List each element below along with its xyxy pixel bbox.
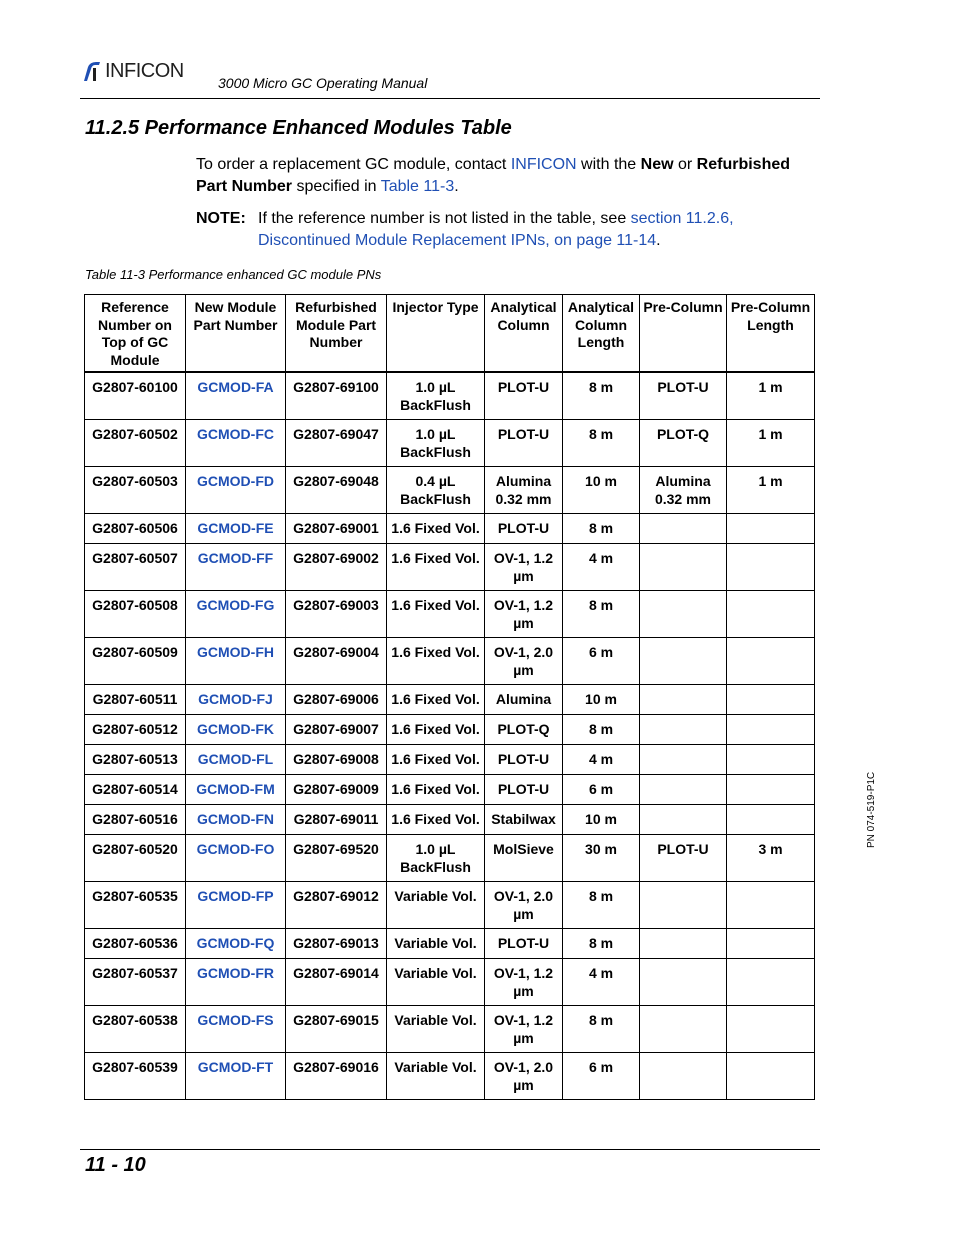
- intro-text: or: [673, 156, 697, 173]
- table-cell: 1.6 Fixed Vol.: [387, 715, 485, 745]
- table-cell: 1.0 µL BackFlush: [387, 835, 485, 882]
- table-cell: 4 m: [563, 544, 640, 591]
- table-row: [85, 638, 815, 685]
- table-cell: G2807-60537: [85, 959, 186, 1006]
- table-row: [85, 929, 815, 959]
- table-cell: G2807-69520: [286, 835, 387, 882]
- table-cell: G2807-60538: [85, 1006, 186, 1053]
- table-cell: G2807-69002: [286, 544, 387, 591]
- table-cell: 30 m: [563, 835, 640, 882]
- table-cell: G2807-60507: [85, 544, 186, 591]
- table-cell: 10 m: [563, 467, 640, 514]
- table-cell: 8 m: [563, 715, 640, 745]
- table-cell: G2807-60539: [85, 1053, 186, 1100]
- note-text: .: [656, 232, 661, 249]
- new-part-number-link[interactable]: GCMOD-FG: [186, 591, 286, 638]
- table-cell: 10 m: [563, 805, 640, 835]
- table-cell: Stabilwax: [485, 805, 563, 835]
- table-cell: Alumina 0.32 mm: [485, 467, 563, 514]
- table-cell: [640, 685, 727, 715]
- table-cell: 1.6 Fixed Vol.: [387, 514, 485, 544]
- part-number: PN 074-519-P1C: [866, 771, 877, 848]
- table-row: [85, 745, 815, 775]
- table-cell: 1.0 µL BackFlush: [387, 420, 485, 467]
- manual-title: 3000 Micro GC Operating Manual: [218, 75, 428, 91]
- table-cell: OV-1, 2.0 µm: [485, 638, 563, 685]
- intro-text: .: [454, 178, 459, 195]
- table-cell: G2807-69004: [286, 638, 387, 685]
- table-cell: [727, 544, 815, 591]
- table-cell: G2807-69047: [286, 420, 387, 467]
- new-part-number-link[interactable]: GCMOD-FE: [186, 514, 286, 544]
- table-cell: 4 m: [563, 959, 640, 1006]
- table-cell: 1.6 Fixed Vol.: [387, 805, 485, 835]
- new-part-number-link[interactable]: GCMOD-FA: [186, 372, 286, 420]
- table-cell: Variable Vol.: [387, 1053, 485, 1100]
- table-cell: Alumina: [485, 685, 563, 715]
- table-cell: 1.6 Fixed Vol.: [387, 591, 485, 638]
- table-cell: [727, 715, 815, 745]
- table-cell: G2807-60536: [85, 929, 186, 959]
- new-part-number-link[interactable]: GCMOD-FO: [186, 835, 286, 882]
- new-part-number-link[interactable]: GCMOD-FN: [186, 805, 286, 835]
- table-row: [85, 544, 815, 591]
- table-cell: [727, 959, 815, 1006]
- table-cell: [640, 638, 727, 685]
- table-cell: [640, 715, 727, 745]
- page-number: 11 - 10: [85, 1154, 146, 1176]
- intro-bold-new: New: [640, 156, 674, 173]
- table-cell: [640, 929, 727, 959]
- table-cell: PLOT-U: [485, 929, 563, 959]
- table-cell: PLOT-U: [485, 372, 563, 420]
- table-cell: OV-1, 1.2 µm: [485, 544, 563, 591]
- table-row: [85, 1006, 815, 1053]
- table-cell: G2807-69012: [286, 882, 387, 929]
- table-cell: [640, 745, 727, 775]
- table-cell: G2807-69048: [286, 467, 387, 514]
- table-cell: [640, 1006, 727, 1053]
- table-cell: [727, 591, 815, 638]
- new-part-number-link[interactable]: GCMOD-FM: [186, 775, 286, 805]
- new-part-number-link[interactable]: GCMOD-FH: [186, 638, 286, 685]
- table-cell: OV-1, 1.2 µm: [485, 1006, 563, 1053]
- table-cell: [640, 959, 727, 1006]
- new-part-number-link[interactable]: GCMOD-FT: [186, 1053, 286, 1100]
- table-cell: PLOT-U: [485, 514, 563, 544]
- table-cell: 8 m: [563, 372, 640, 420]
- intro-bold-refurbished: Refurbished Part Number: [196, 156, 791, 195]
- table-cell: 8 m: [563, 882, 640, 929]
- new-part-number-link[interactable]: GCMOD-FQ: [186, 929, 286, 959]
- intro-text: To order a replacement GC module, contact: [196, 156, 511, 173]
- column-header: Pre-Column: [640, 295, 727, 373]
- table-cell: 6 m: [563, 638, 640, 685]
- table-cell: G2807-69006: [286, 685, 387, 715]
- table-cell: PLOT-U: [485, 420, 563, 467]
- table-cell: G2807-60512: [85, 715, 186, 745]
- new-part-number-link[interactable]: GCMOD-FL: [186, 745, 286, 775]
- table-cell: Variable Vol.: [387, 959, 485, 1006]
- table-cell: 0.4 µL BackFlush: [387, 467, 485, 514]
- table-row: [85, 685, 815, 715]
- modules-table: [84, 294, 815, 1100]
- table-cell: 1.6 Fixed Vol.: [387, 775, 485, 805]
- table-cell: [727, 685, 815, 715]
- table-cell: [640, 775, 727, 805]
- table-cell: 1.6 Fixed Vol.: [387, 685, 485, 715]
- table-cell: G2807-60514: [85, 775, 186, 805]
- table-cell: 4 m: [563, 745, 640, 775]
- table-cell: G2807-69100: [286, 372, 387, 420]
- table-cell: Variable Vol.: [387, 929, 485, 959]
- table-cell: G2807-60502: [85, 420, 186, 467]
- table-cell: G2807-69009: [286, 775, 387, 805]
- footer-rule: [80, 1149, 820, 1150]
- table-cell: PLOT-U: [485, 775, 563, 805]
- table-cell: 8 m: [563, 1006, 640, 1053]
- table-row: [85, 420, 815, 467]
- intro-text: with the: [576, 156, 641, 173]
- table-cell: Alumina 0.32 mm: [640, 467, 727, 514]
- table-row: [85, 805, 815, 835]
- new-part-number-link[interactable]: GCMOD-FC: [186, 420, 286, 467]
- brand-name: INFICON: [105, 60, 184, 82]
- table-cell: G2807-60100: [85, 372, 186, 420]
- table-cell: G2807-69007: [286, 715, 387, 745]
- table-cell: [727, 775, 815, 805]
- table-row: [85, 835, 815, 882]
- table-cell: G2807-60511: [85, 685, 186, 715]
- table-header-row: [85, 295, 815, 373]
- table-row: [85, 591, 815, 638]
- note-text: If the reference number is not listed in the table, see: [258, 210, 631, 227]
- table-cell: 8 m: [563, 514, 640, 544]
- table-cell: PLOT-Q: [640, 420, 727, 467]
- table-cell: 1.6 Fixed Vol.: [387, 638, 485, 685]
- table-cell: PLOT-U: [485, 745, 563, 775]
- new-part-number-link[interactable]: GCMOD-FD: [186, 467, 286, 514]
- table-row: [85, 514, 815, 544]
- header-rule: [80, 98, 820, 99]
- inficon-link[interactable]: INFICON: [510, 156, 577, 173]
- table-cell: [727, 745, 815, 775]
- table-link[interactable]: Table 11-3: [380, 178, 455, 195]
- table-cell: 1.0 µL BackFlush: [387, 372, 485, 420]
- table-cell: Variable Vol.: [387, 882, 485, 929]
- table-cell: G2807-60513: [85, 745, 186, 775]
- new-part-number-link[interactable]: GCMOD-FP: [186, 882, 286, 929]
- table-cell: 1.6 Fixed Vol.: [387, 544, 485, 591]
- table-cell: 8 m: [563, 420, 640, 467]
- note-body: [258, 208, 806, 252]
- table-cell: PLOT-Q: [485, 715, 563, 745]
- table-row: [85, 372, 815, 420]
- table-cell: G2807-60509: [85, 638, 186, 685]
- table-cell: [727, 929, 815, 959]
- table-cell: OV-1, 2.0 µm: [485, 882, 563, 929]
- section-title: 11.2.5 Performance Enhanced Modules Table: [85, 117, 512, 139]
- table-row: [85, 715, 815, 745]
- table-cell: 10 m: [563, 685, 640, 715]
- intro-text: specified in: [292, 178, 381, 195]
- table-cell: 1 m: [727, 372, 815, 420]
- table-cell: G2807-69015: [286, 1006, 387, 1053]
- table-cell: [640, 544, 727, 591]
- new-part-number-link[interactable]: GCMOD-FK: [186, 715, 286, 745]
- new-part-number-link[interactable]: GCMOD-FR: [186, 959, 286, 1006]
- table-cell: [640, 1053, 727, 1100]
- table-cell: [727, 882, 815, 929]
- table-cell: MolSieve: [485, 835, 563, 882]
- table-cell: [640, 805, 727, 835]
- new-part-number-link[interactable]: GCMOD-FS: [186, 1006, 286, 1053]
- table-cell: G2807-69011: [286, 805, 387, 835]
- table-cell: PLOT-U: [640, 835, 727, 882]
- table-row: [85, 775, 815, 805]
- column-header: Injector Type: [387, 295, 485, 373]
- table-cell: 1.6 Fixed Vol.: [387, 745, 485, 775]
- intro-paragraph: [196, 154, 796, 198]
- table-cell: G2807-60520: [85, 835, 186, 882]
- table-cell: G2807-69016: [286, 1053, 387, 1100]
- table-caption: Table 11-3 Performance enhanced GC module PNs: [85, 267, 382, 282]
- table-cell: G2807-69003: [286, 591, 387, 638]
- table-cell: 1 m: [727, 420, 815, 467]
- column-header: Pre-Column Length: [727, 295, 815, 373]
- table-cell: G2807-69008: [286, 745, 387, 775]
- column-header: Analytical Column: [485, 295, 563, 373]
- table-cell: G2807-60506: [85, 514, 186, 544]
- note-label: NOTE:: [196, 210, 246, 227]
- table-row: [85, 1053, 815, 1100]
- table-cell: G2807-69013: [286, 929, 387, 959]
- table-cell: 1 m: [727, 467, 815, 514]
- table-cell: G2807-60503: [85, 467, 186, 514]
- table-cell: G2807-69001: [286, 514, 387, 544]
- table-cell: [640, 591, 727, 638]
- table-row: [85, 882, 815, 929]
- table-cell: OV-1, 1.2 µm: [485, 959, 563, 1006]
- new-part-number-link[interactable]: GCMOD-FJ: [186, 685, 286, 715]
- table-cell: [727, 1006, 815, 1053]
- table-cell: OV-1, 2.0 µm: [485, 1053, 563, 1100]
- inficon-logo: [82, 60, 184, 83]
- section-link[interactable]: section 11.2.6, Discontinued Module Replacement IPNs, on page 11-14: [258, 210, 734, 249]
- inficon-logo-icon: [82, 61, 102, 83]
- table-cell: [727, 514, 815, 544]
- table-cell: [727, 805, 815, 835]
- table-cell: 3 m: [727, 835, 815, 882]
- column-header: Analytical Column Length: [563, 295, 640, 373]
- table-body: [85, 372, 815, 1100]
- column-header: Refurbished Module Part Number: [286, 295, 387, 373]
- note: [196, 208, 806, 252]
- table-cell: [727, 1053, 815, 1100]
- column-header: Reference Number on Top of GC Module: [85, 295, 186, 373]
- table-row: [85, 467, 815, 514]
- table-cell: G2807-60535: [85, 882, 186, 929]
- table-cell: PLOT-U: [640, 372, 727, 420]
- column-header: New Module Part Number: [186, 295, 286, 373]
- table-cell: G2807-60508: [85, 591, 186, 638]
- table-cell: 8 m: [563, 591, 640, 638]
- table-cell: Variable Vol.: [387, 1006, 485, 1053]
- table-cell: OV-1, 1.2 µm: [485, 591, 563, 638]
- table-cell: G2807-60516: [85, 805, 186, 835]
- new-part-number-link[interactable]: GCMOD-FF: [186, 544, 286, 591]
- table-cell: 6 m: [563, 775, 640, 805]
- table-cell: G2807-69014: [286, 959, 387, 1006]
- table-cell: [640, 882, 727, 929]
- table-cell: 6 m: [563, 1053, 640, 1100]
- table-cell: [727, 638, 815, 685]
- table-cell: 8 m: [563, 929, 640, 959]
- table-cell: [640, 514, 727, 544]
- table-row: [85, 959, 815, 1006]
